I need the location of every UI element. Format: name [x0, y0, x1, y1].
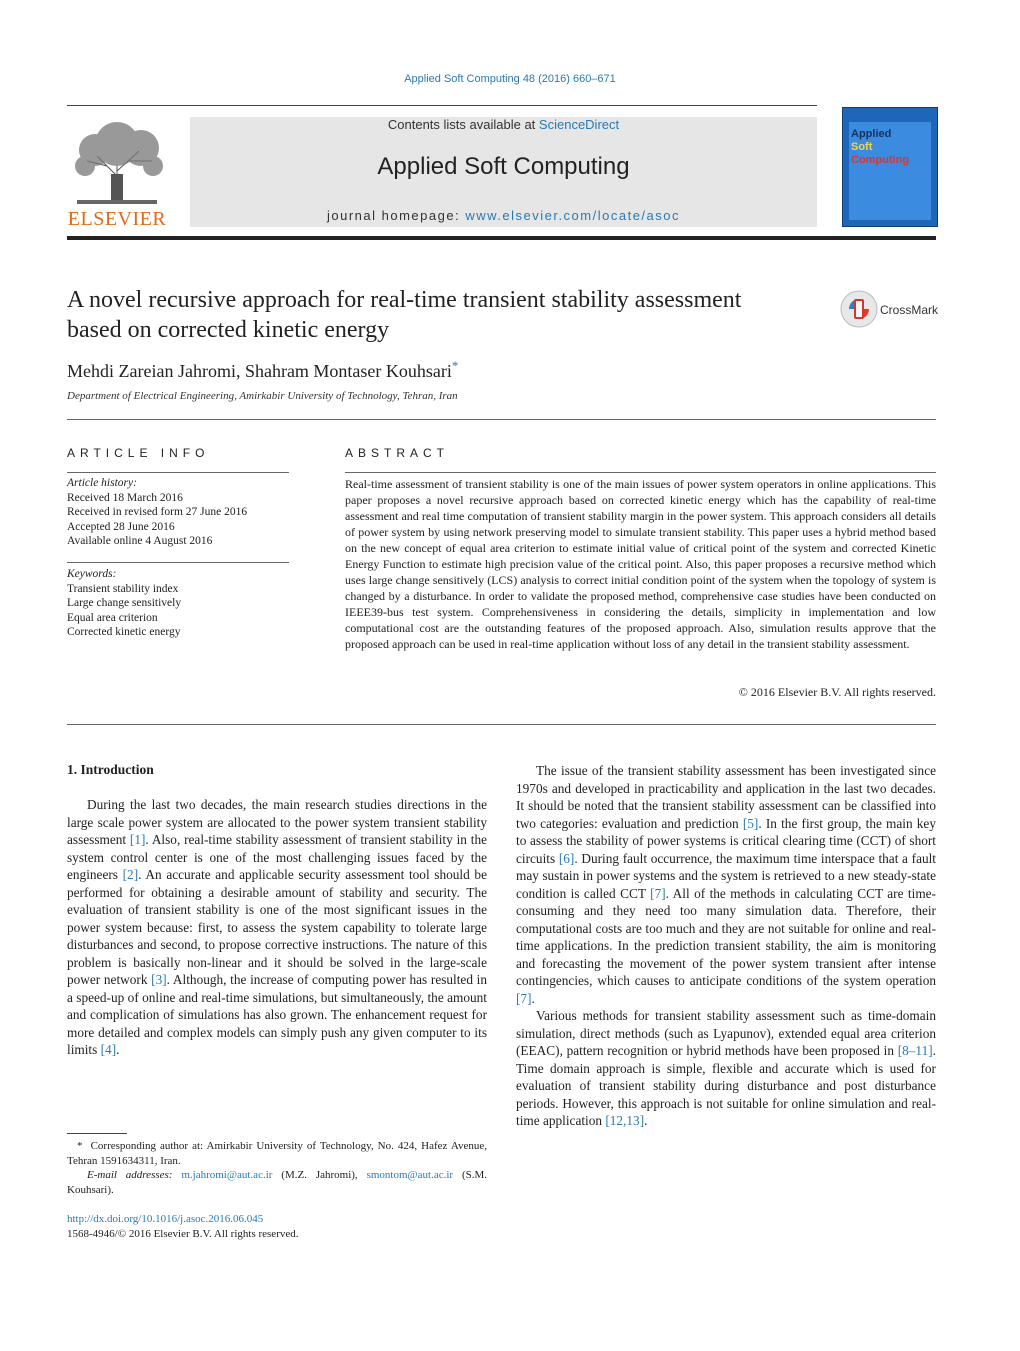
email-link[interactable]: m.jahromi@aut.ac.ir [181, 1169, 273, 1181]
citation-link[interactable]: [6] [558, 850, 575, 866]
footnote-rule [67, 1133, 127, 1134]
email-owner: (M.Z. Jahromi), [281, 1169, 358, 1181]
article-info-heading: ARTICLE INFO [67, 446, 210, 460]
header-top-rule [67, 105, 817, 106]
abstract-copyright: © 2016 Elsevier B.V. All rights reserved. [738, 685, 936, 699]
citation-link[interactable]: [7] [516, 990, 532, 1006]
abstract-rule [345, 472, 936, 473]
homepage-prefix: journal homepage: [326, 208, 461, 223]
info-rule [67, 472, 289, 473]
doi-block [67, 1212, 299, 1241]
keyword-item: Corrected kinetic energy [67, 626, 181, 638]
cover-title-line: Computing [851, 154, 910, 166]
info-rule [67, 562, 289, 563]
homepage-line [190, 208, 817, 223]
corresponding-author-mark[interactable]: * [451, 358, 459, 373]
elsevier-logo [67, 116, 167, 230]
intro-paragraph-1 [67, 796, 487, 1059]
corresponding-text: Corresponding author at: Amirkabir University of Technology, No. 424, Hafez Avenue, Tehran 1591634311, Iran. [67, 1140, 487, 1167]
email-link[interactable]: smontom@aut.ac.ir [366, 1169, 454, 1181]
author-list [67, 358, 458, 382]
text-run: The issue of the transient stability assessment has been investigated since 1970s and developed in practicability and application in the last two decades. It should be noted that the transient stability assessment can be classified into two categories: evaluation and prediction [516, 763, 936, 831]
text-run: . An accurate and applicable security assessment tool should be performed for obtaining a desirable amount of stability and security. The evaluation of transient stability is one of the most significant issues in the power system because: first, to assess the system capability to tolerate large disturbances and second, to propose corrective instructions. The nature of this problem is basically non-linear and it should be solved in the large-scale power network [67, 867, 487, 987]
text-run: . During fault occurrence, the maximum time interspace that a fault may sustain in power systems and the system is retrieved to a new steady-state condition is called CCT [516, 850, 937, 901]
keyword-item: Large change sensitively [67, 597, 182, 609]
text-run: . In the first group, the main key to assess the stability of power systems is critical clearing time (CCT) of short circuits [516, 815, 936, 866]
history-item: Received in revised form 27 June 2016 [67, 506, 248, 518]
homepage-link[interactable]: www.elsevier.com/locate/asoc [465, 208, 680, 223]
contents-prefix: Contents lists available at [387, 117, 536, 132]
email-line [67, 1168, 487, 1197]
contents-line [190, 117, 817, 132]
crossmark-icon [840, 290, 878, 328]
keyword-item: Transient stability index [67, 582, 179, 595]
email-label: E-mail addresses: [87, 1169, 173, 1181]
citation-link[interactable]: [7] [650, 885, 666, 901]
crossmark-badge[interactable] [840, 290, 940, 330]
citation-link[interactable]: [8–11] [897, 1043, 933, 1058]
history-item: Accepted 28 June 2016 [67, 520, 175, 533]
section-rule [67, 419, 936, 420]
footnote-mark: * [77, 1140, 83, 1152]
text-run: . Also, real-time stability assessment of transient stability in the system control center is one of the most challenging issues faced by the engineers [67, 832, 487, 882]
intro-paragraph-2 [516, 762, 936, 1007]
article-history [67, 476, 297, 549]
tree-icon [67, 116, 167, 208]
journal-reference[interactable]: Applied Soft Computing 48 (2016) 660–671 [404, 73, 616, 85]
citation-link[interactable]: [3] [151, 972, 167, 987]
history-item: Received 18 March 2016 [67, 491, 183, 504]
cover-title-line: Applied [851, 128, 892, 140]
text-run: . [531, 990, 535, 1006]
history-label: Article history: [67, 477, 137, 489]
right-column [516, 762, 936, 1130]
citation-link[interactable]: [2] [122, 867, 139, 882]
text-run: . [116, 1042, 120, 1057]
keyword-item: Equal area criterion [67, 611, 158, 624]
citation-link[interactable]: [4] [100, 1042, 117, 1057]
header-bottom-rule [67, 236, 936, 240]
cover-title-line: Soft [851, 141, 873, 153]
journal-header [190, 117, 817, 227]
email-owner: (S.M. Kouhsari). [67, 1169, 488, 1196]
history-item: Available online 4 August 2016 [67, 535, 213, 547]
citation-link[interactable]: [5] [742, 815, 759, 831]
abstract-heading: ABSTRACT [345, 446, 450, 460]
left-column [67, 796, 487, 1059]
abstract-text: Real-time assessment of transient stability is one of the main issues of power system operators in online applications. This paper proposes a novel recursive approach based on corrected kinetic energy which has the capability of real-time assessment and real time computation of transient stability margin in the power system. This approach considers all details of power system by using network preserving model to simulate transient stability. This paper uses a hybrid method based on the new concept of equal area criterion to estimate initial value of critical point of the system and corrected Kinetic Energy Function to estimate high precision value of the critical point. Also, this paper proposes a recursive method which uses large change sensitively (LCS) analysis to correct initial condition point of the system when the topology of system is changed by a disturbance. In order to validate the proposed method, comprehensive case studies have been conducted on IEEE39-bus test system. Comprehensiveness in considering the details, simplicity in implementation and low computational cost are the outstanding features of the proposed approach. Also, simulation results approve that the proposed approach can be used in real-time application without loss of any detail in the transient stability assessment. [345, 477, 936, 651]
doi-link[interactable]: http://dx.doi.org/10.1016/j.asoc.2016.06.045 [67, 1213, 264, 1225]
text-run: . Although, the increase of computing power has resulted in a speed-up of online and real-time simulations, but simultaneously, the amount and complication of simulations has also grown. The enhancement request for more detailed and complex models can simply push any given computer to its limits [67, 972, 487, 1057]
journal-title[interactable]: Applied Soft Computing [377, 153, 630, 180]
keywords [67, 567, 297, 640]
text-run: Various methods for transient stability assessment such as time-domain simulation, direct methods (such as Lyapunov), extended equal area criterion (EEAC), pattern recognition or hybrid methods have been proposed in [516, 1008, 936, 1058]
section-rule [67, 724, 936, 725]
introduction-heading: 1. Introduction [67, 762, 154, 777]
journal-cover[interactable] [842, 107, 938, 227]
affiliation: Department of Electrical Engineering, Amirkabir University of Technology, Tehran, Iran [67, 390, 458, 402]
elsevier-wordmark: ELSEVIER [67, 208, 167, 230]
text-run: . Time domain approach is simple, flexible and accurate which is used for evaluation of transient stability during disturbance and post disturbance periods. However, this approach is not suitable for online simulation and real-time application [516, 1043, 936, 1128]
footnote [67, 1139, 487, 1197]
authors-text: Mehdi Zareian Jahromi, Shahram Montaser Kouhsari [67, 361, 452, 381]
corresponding-note [67, 1139, 487, 1168]
keywords-label: Keywords: [67, 568, 117, 580]
crossmark-label: CrossMark [880, 303, 939, 317]
text-run: . [644, 1113, 648, 1128]
sciencedirect-link[interactable]: ScienceDirect [538, 117, 620, 132]
text-run: During the last two decades, the main research studies directions in the large scale power system are allocated to the power system transient stability assessment [67, 797, 487, 847]
citation-link[interactable]: [12,13] [605, 1113, 645, 1128]
citation-link[interactable]: [1] [129, 832, 146, 847]
article-title: A novel recursive approach for real-time transient stability assessment based on corrected kinetic energy [67, 287, 742, 343]
intro-paragraph-3 [516, 1007, 936, 1130]
text-run: . All of the methods in calculating CCT are time-consuming and they need too many simulation data. Therefore, their computational costs are too much and they are not suitable for online and real-time applications. In the prediction transient stability, the aim is monitoring and forecasting the movement of the power system transient after intense contingencies, which causes to anticipate conditions of the system operation [516, 885, 936, 988]
issn-line: 1568-4946/© 2016 Elsevier B.V. All rights reserved. [67, 1227, 299, 1240]
